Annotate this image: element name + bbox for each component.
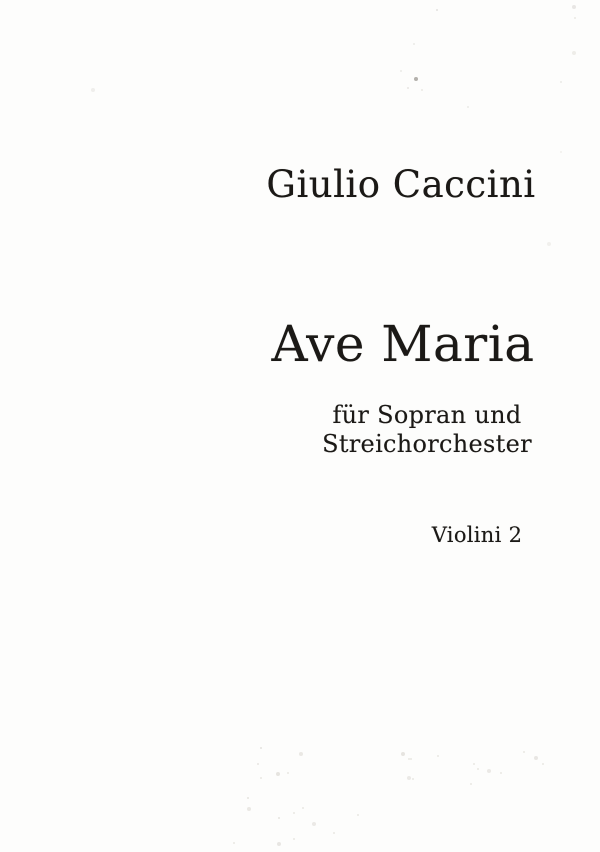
subtitle-line-1: für Sopran und: [332, 401, 522, 429]
work-title: Ave Maria: [271, 315, 535, 373]
composer-name: Giulio Caccini: [266, 163, 536, 206]
part-name: Violini 2: [431, 523, 523, 547]
work-subtitle: [322, 401, 532, 459]
subtitle-line-2: Streichorchester: [322, 430, 532, 458]
scan-noise-speckles: [0, 0, 2, 2]
